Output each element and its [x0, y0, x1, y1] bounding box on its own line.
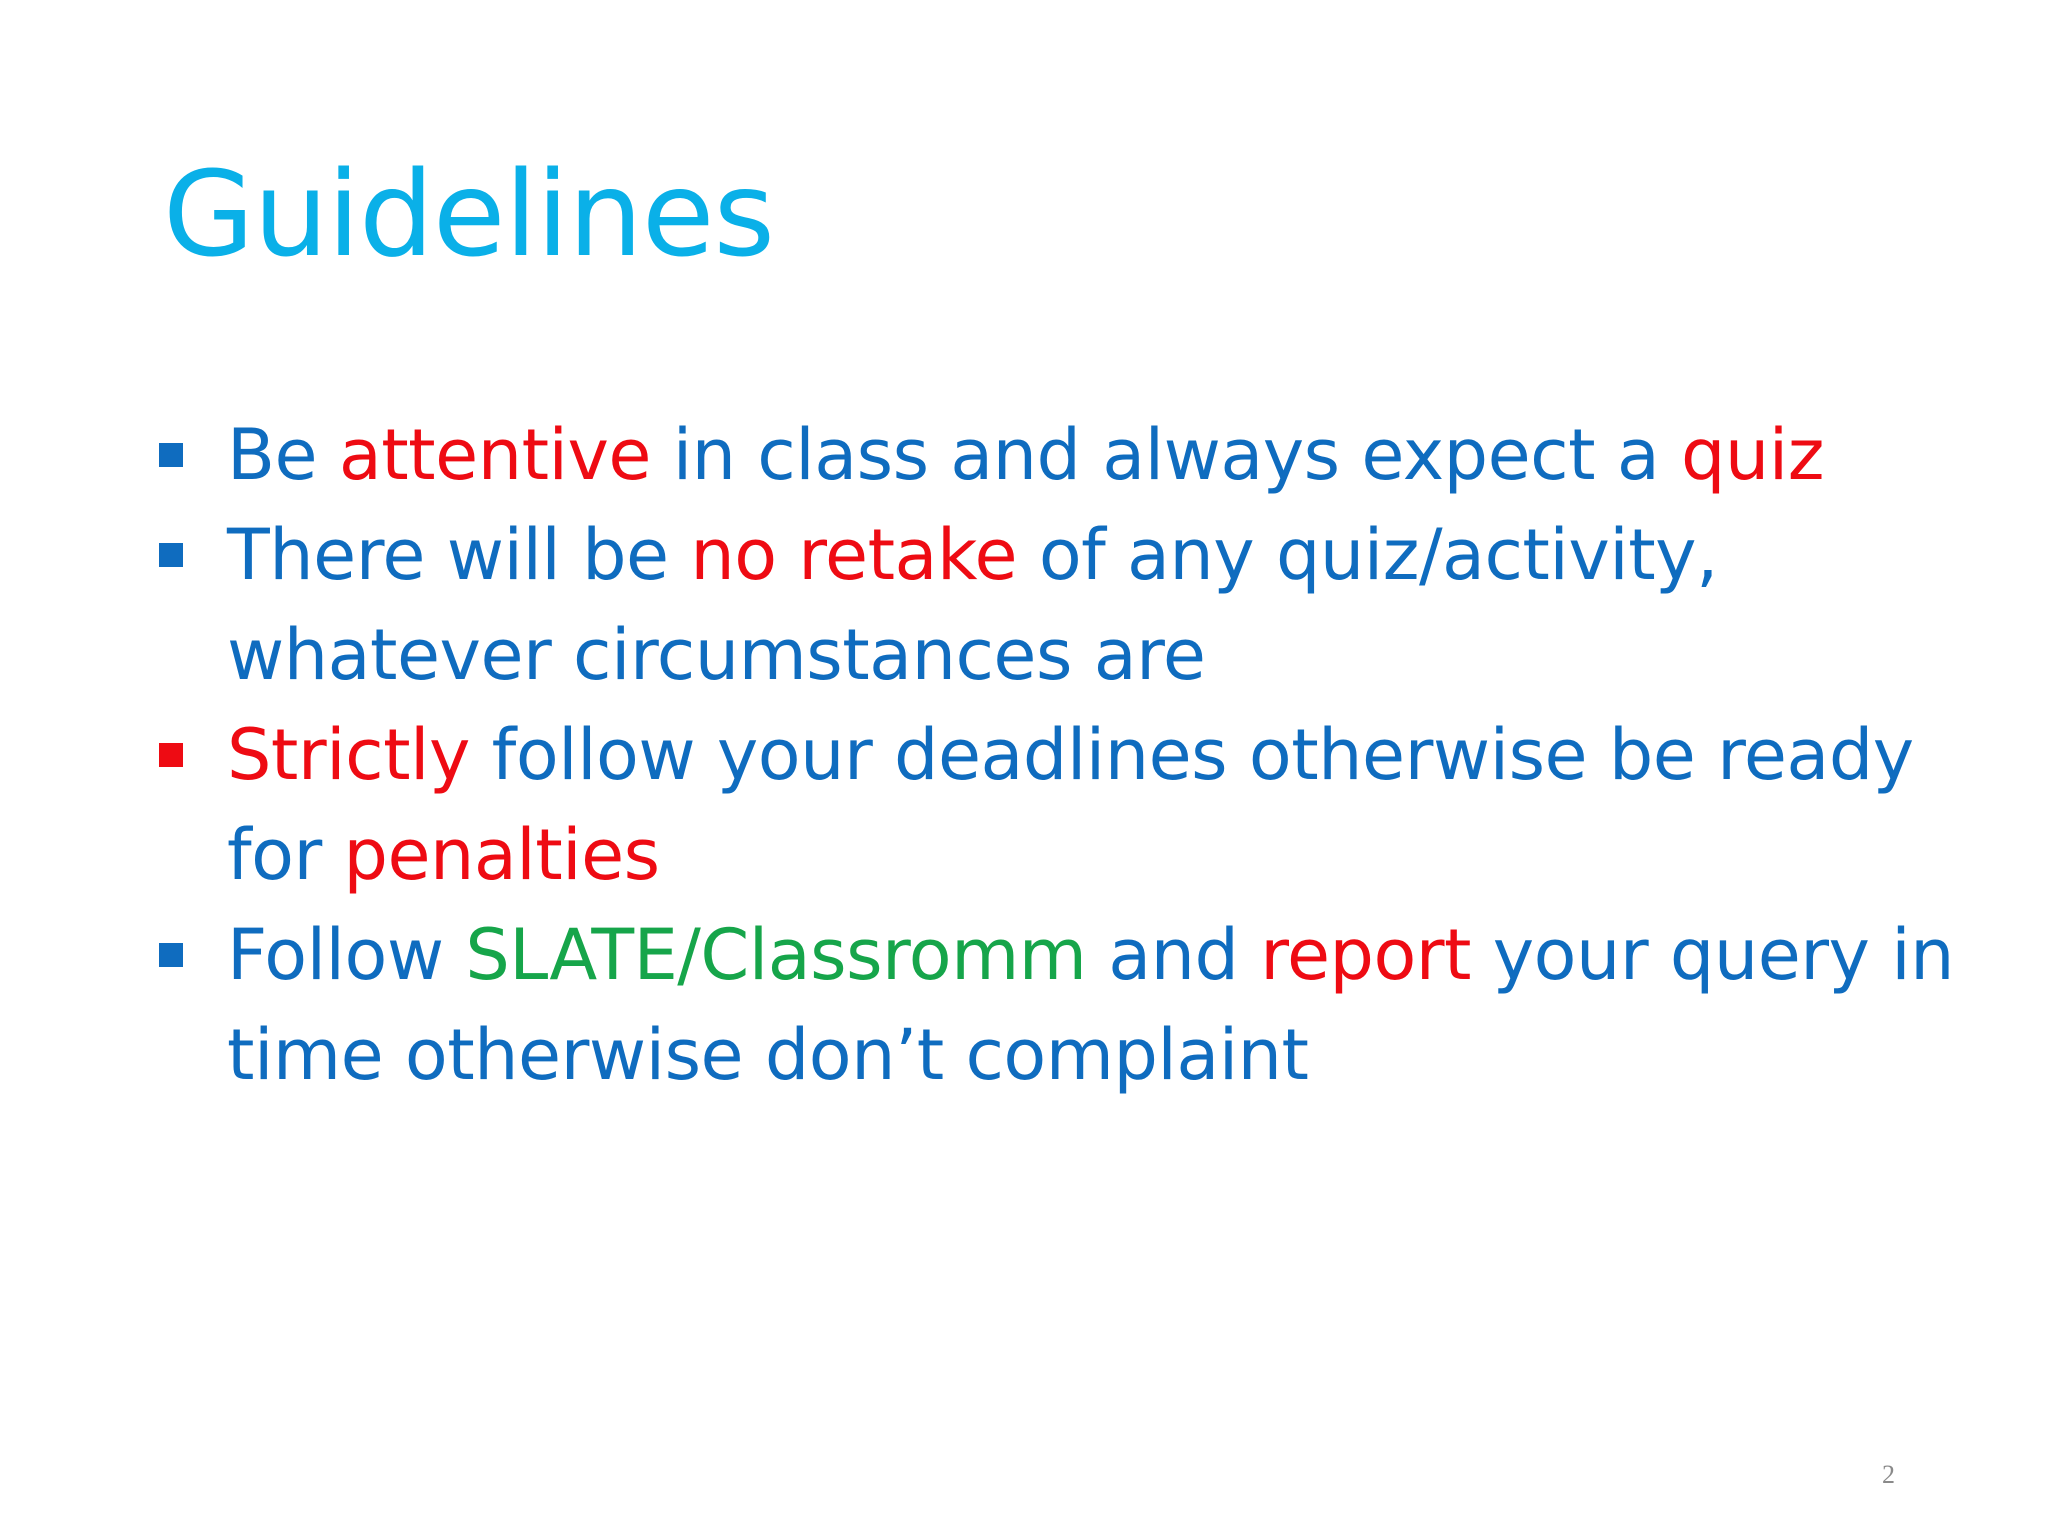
bullet-emphasis: attentive	[338, 414, 651, 496]
bullet-emphasis: penalties	[343, 814, 660, 896]
bullet-item	[157, 405, 1957, 505]
bullet-emphasis: no retake	[690, 514, 1018, 596]
bullet-item	[157, 705, 1957, 905]
bullet-item	[157, 505, 1957, 705]
slide-title: Guidelines	[163, 145, 774, 283]
bullet-segment: Follow	[227, 914, 466, 996]
bullet-segment: of any quiz/activity, whatever circumstances are	[227, 514, 1718, 696]
bullet-text	[227, 714, 1914, 896]
bullet-segment: Be	[227, 414, 339, 496]
bullet-list	[157, 405, 1957, 1105]
square-bullet-icon	[159, 543, 183, 567]
bullet-emphasis: quiz	[1680, 414, 1824, 496]
bullet-text	[227, 414, 1824, 496]
square-bullet-icon	[159, 943, 183, 967]
bullet-highlight: SLATE/Classromm	[465, 914, 1087, 996]
bullet-item	[157, 905, 1957, 1105]
bullet-emphasis: report	[1260, 914, 1471, 996]
bullet-segment: follow your deadlines otherwise be ready for	[227, 714, 1914, 896]
bullet-text	[227, 514, 1718, 696]
square-bullet-icon	[159, 743, 183, 767]
bullet-text	[227, 914, 1954, 1096]
bullet-segment: in class and always expect a	[650, 414, 1681, 496]
bullet-emphasis: Strictly	[227, 714, 470, 796]
page-number: 2	[1882, 1460, 1895, 1489]
bullet-segment: and	[1086, 914, 1261, 996]
square-bullet-icon	[159, 443, 183, 467]
bullet-segment: your query in time otherwise don’t complaint	[227, 914, 1955, 1096]
bullet-segment: There will be	[227, 514, 691, 596]
